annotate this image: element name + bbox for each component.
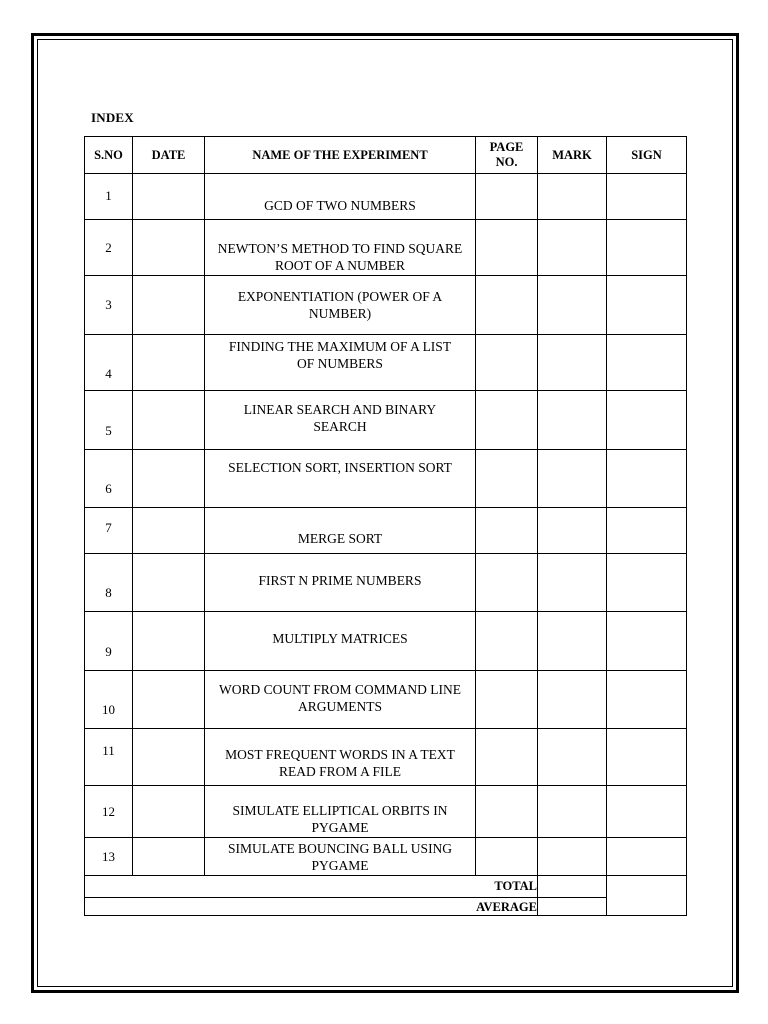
row-sno: 3 — [85, 276, 133, 335]
header-name: NAME OF THE EXPERIMENT — [205, 137, 476, 174]
row-mark — [538, 554, 607, 612]
header-page-label: PAGE NO. — [489, 140, 524, 169]
row-experiment-name: WORD COUNT FROM COMMAND LINE ARGUMENTS — [205, 671, 476, 729]
row-page — [476, 174, 538, 220]
total-row — [85, 876, 687, 898]
row-mark — [538, 335, 607, 391]
table-row — [85, 729, 687, 786]
row-page — [476, 450, 538, 508]
row-date — [133, 729, 205, 786]
row-sno: 10 — [85, 671, 133, 729]
row-page — [476, 508, 538, 554]
row-date — [133, 786, 205, 838]
table-row — [85, 276, 687, 335]
row-mark — [538, 786, 607, 838]
row-date — [133, 276, 205, 335]
row-sno: 2 — [85, 220, 133, 276]
row-page — [476, 554, 538, 612]
table-row — [85, 508, 687, 554]
table-row — [85, 838, 687, 876]
header-sno: S.NO — [85, 137, 133, 174]
row-sign — [607, 612, 687, 671]
row-sign — [607, 729, 687, 786]
row-sno: 4 — [85, 335, 133, 391]
row-date — [133, 391, 205, 450]
row-experiment-name: MERGE SORT — [205, 508, 476, 554]
row-date — [133, 554, 205, 612]
row-sno: 1 — [85, 174, 133, 220]
row-sign — [607, 391, 687, 450]
row-sno: 13 — [85, 838, 133, 876]
row-sno: 8 — [85, 554, 133, 612]
row-experiment-name: FIRST N PRIME NUMBERS — [205, 554, 476, 612]
table-row — [85, 786, 687, 838]
row-experiment-name: SIMULATE BOUNCING BALL USING PYGAME — [205, 838, 476, 876]
row-experiment-name: SELECTION SORT, INSERTION SORT — [205, 450, 476, 508]
row-experiment-name: GCD OF TWO NUMBERS — [205, 174, 476, 220]
row-mark — [538, 508, 607, 554]
row-sno: 6 — [85, 450, 133, 508]
row-mark — [538, 450, 607, 508]
row-date — [133, 335, 205, 391]
row-date — [133, 508, 205, 554]
row-sno: 7 — [85, 508, 133, 554]
row-mark — [538, 612, 607, 671]
total-label: TOTAL — [85, 876, 538, 898]
row-sign — [607, 838, 687, 876]
row-date — [133, 220, 205, 276]
row-page — [476, 729, 538, 786]
row-sign — [607, 786, 687, 838]
row-experiment-name: LINEAR SEARCH AND BINARY SEARCH — [205, 391, 476, 450]
header-sign: SIGN — [607, 137, 687, 174]
table-row — [85, 391, 687, 450]
table-row — [85, 335, 687, 391]
row-experiment-name: MOST FREQUENT WORDS IN A TEXT READ FROM A FILE — [205, 729, 476, 786]
row-sign — [607, 220, 687, 276]
header-mark: MARK — [538, 137, 607, 174]
header-row — [85, 137, 687, 174]
total-mark — [538, 876, 607, 898]
row-page — [476, 612, 538, 671]
row-mark — [538, 276, 607, 335]
row-date — [133, 838, 205, 876]
row-experiment-name: FINDING THE MAXIMUM OF A LIST OF NUMBERS — [205, 335, 476, 391]
row-sno: 9 — [85, 612, 133, 671]
row-mark — [538, 671, 607, 729]
row-date — [133, 671, 205, 729]
row-page — [476, 391, 538, 450]
table-row — [85, 450, 687, 508]
row-sign — [607, 450, 687, 508]
row-page — [476, 276, 538, 335]
row-experiment-name: EXPONENTIATION (POWER OF A NUMBER) — [205, 276, 476, 335]
row-page — [476, 671, 538, 729]
total-sign — [607, 876, 687, 916]
row-sno: 5 — [85, 391, 133, 450]
table-row — [85, 220, 687, 276]
average-mark — [538, 898, 607, 916]
row-experiment-name: MULTIPLY MATRICES — [205, 612, 476, 671]
row-mark — [538, 729, 607, 786]
row-sign — [607, 174, 687, 220]
index-heading: INDEX — [91, 110, 134, 125]
row-page — [476, 335, 538, 391]
row-page — [476, 220, 538, 276]
header-page — [476, 137, 538, 174]
row-experiment-name: SIMULATE ELLIPTICAL ORBITS IN PYGAME — [205, 786, 476, 838]
average-row — [85, 898, 687, 916]
row-date — [133, 174, 205, 220]
row-mark — [538, 391, 607, 450]
table-row — [85, 671, 687, 729]
index-table — [84, 136, 687, 916]
row-sign — [607, 671, 687, 729]
row-sno: 12 — [85, 786, 133, 838]
row-date — [133, 612, 205, 671]
row-page — [476, 838, 538, 876]
header-date: DATE — [133, 137, 205, 174]
row-sign — [607, 335, 687, 391]
row-sign — [607, 554, 687, 612]
row-sno: 11 — [85, 729, 133, 786]
row-sign — [607, 508, 687, 554]
table-row — [85, 554, 687, 612]
row-sign — [607, 276, 687, 335]
row-mark — [538, 220, 607, 276]
row-page — [476, 786, 538, 838]
table-row — [85, 612, 687, 671]
row-experiment-name: NEWTON’S METHOD TO FIND SQUARE ROOT OF A NUMBER — [205, 220, 476, 276]
row-mark — [538, 838, 607, 876]
table-row — [85, 174, 687, 220]
row-mark — [538, 174, 607, 220]
row-date — [133, 450, 205, 508]
average-label: AVERAGE — [85, 898, 538, 916]
